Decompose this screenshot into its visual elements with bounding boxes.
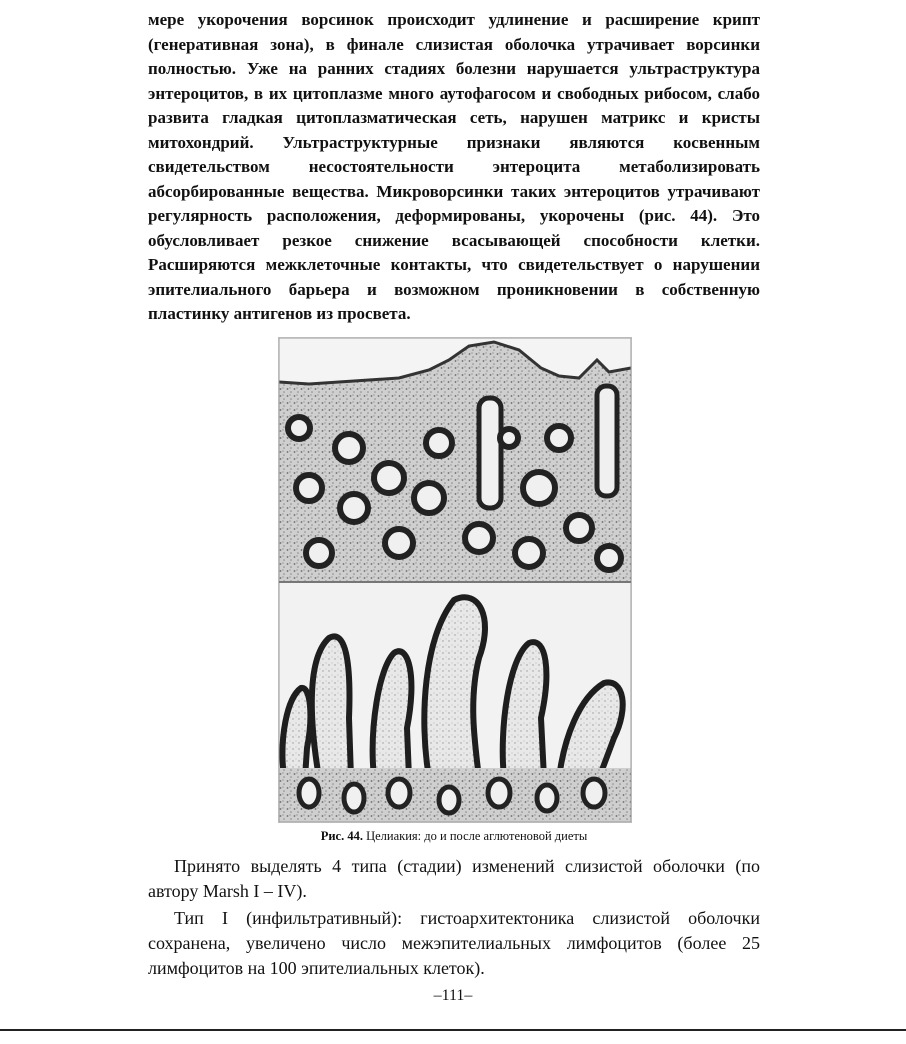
body-paragraph-2: Принято выделять 4 типа (стадии) изменений слизистой оболочки (по автору Marsh I – IV). <box>148 856 760 901</box>
histology-figure <box>278 337 632 823</box>
panel-before-diet <box>279 338 631 582</box>
figure-caption <box>148 829 760 844</box>
page-number: –111– <box>433 987 473 1004</box>
caption-text: Целиакия: до и после аглютеновой диеты <box>366 829 588 843</box>
body-paragraph-1: мере укорочения ворсинок происходит удлинение и расширение крипт (генеративная зона), в финале слизистая оболочка утрачивает ворсинки полностью. Уже на ранних стадиях болезни нарушается ультраструктура энтероцитов, в их цитоплазме много аутофагосом и свободных рибосом, слабо развита гладкая цитоплазматическая сеть, нарушен матрикс и кристы митохондрий. Ультраструктурные признаки являются косвенным свидетельством несостоятельности энтероцита метаболизировать абсорбированные вещества. Микроворсинки таких энтероцитов утрачивают регулярность расположения, деформированы, укорочены (рис. 44). Это обусловливает резкое снижение всасывающей способности клетки. Расширяются межклеточные контакты, что свидетельствует о нарушении эпителиального барьера и возможном проникновении в собственную пластинку антигенов из просвета. <box>148 10 760 323</box>
page-bottom-rule <box>0 1029 906 1031</box>
body-paragraph-3: Тип I (инфильтративный): гистоархитектоника слизистой оболочки сохранена, увеличено число межэпителиальных лимфоцитов (более 25 лимфоцитов на 100 эпителиальных клеток). <box>148 908 760 978</box>
caption-label: Рис. 44. <box>320 829 363 843</box>
panel-after-diet <box>279 582 631 822</box>
histology-micrograph <box>279 338 631 822</box>
